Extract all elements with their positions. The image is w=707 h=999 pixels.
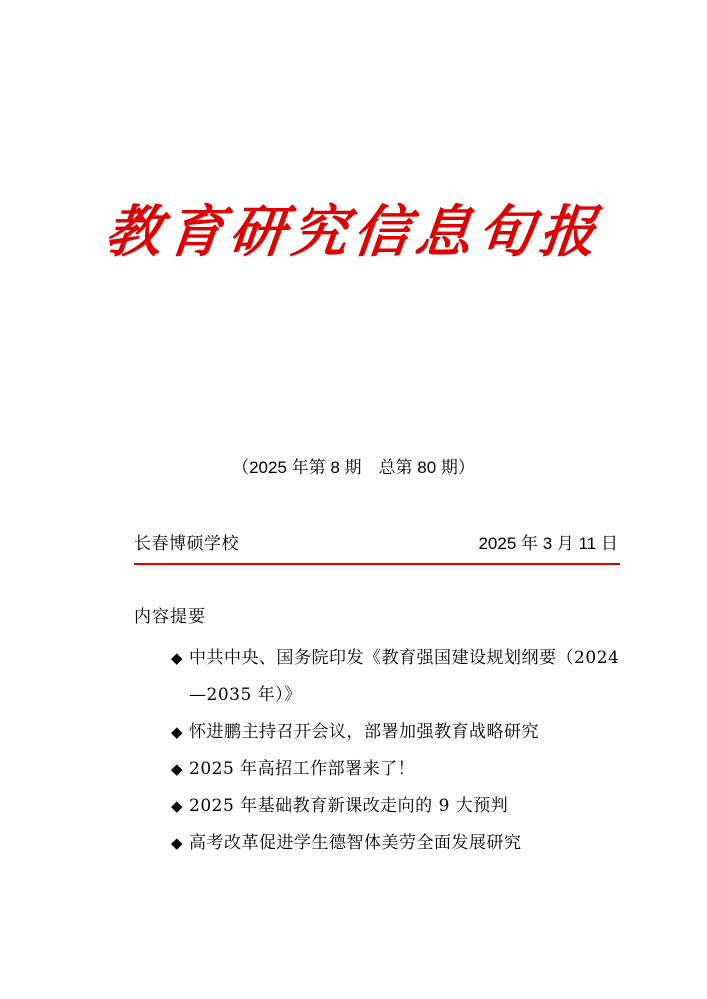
contents-item-1 xyxy=(171,640,621,714)
school-name: 长春博硕学校 xyxy=(134,534,239,554)
contents-item-5 xyxy=(171,825,621,862)
summary-heading: 内容提要 xyxy=(134,607,206,627)
diamond-bullet-icon: ◆ xyxy=(171,649,184,667)
publisher-info-row xyxy=(134,531,618,557)
diamond-bullet-icon: ◆ xyxy=(171,760,184,778)
diamond-bullet-icon: ◆ xyxy=(171,834,184,852)
masthead-title: 教育研究信息旬报 xyxy=(102,199,605,265)
contents-item-4 xyxy=(171,788,621,825)
contents-list xyxy=(171,640,621,862)
contents-item-2 xyxy=(171,714,621,751)
publication-date: 2025 年 3 月 11 日 xyxy=(478,534,618,553)
contents-item-text: 中共中央、国务院印发《教育强国建设规划纲要（2024—2035 年）》 xyxy=(189,648,620,705)
red-divider xyxy=(134,563,620,565)
contents-item-text: 怀进鹏主持召开会议，部署加强教育战略研究 xyxy=(189,722,539,742)
contents-item-3 xyxy=(171,751,621,788)
issue-number xyxy=(0,456,707,480)
contents-item-text: 2025 年基础教育新课改走向的 9 大预判 xyxy=(189,796,509,816)
contents-item-text: 高考改革促进学生德智体美劳全面发展研究 xyxy=(189,833,522,853)
diamond-bullet-icon: ◆ xyxy=(171,723,184,741)
diamond-bullet-icon: ◆ xyxy=(171,797,184,815)
contents-item-text: 2025 年高招工作部署来了！ xyxy=(189,759,416,779)
issue-number-text: （2025 年第 8 期 总第 80 期） xyxy=(232,458,475,477)
